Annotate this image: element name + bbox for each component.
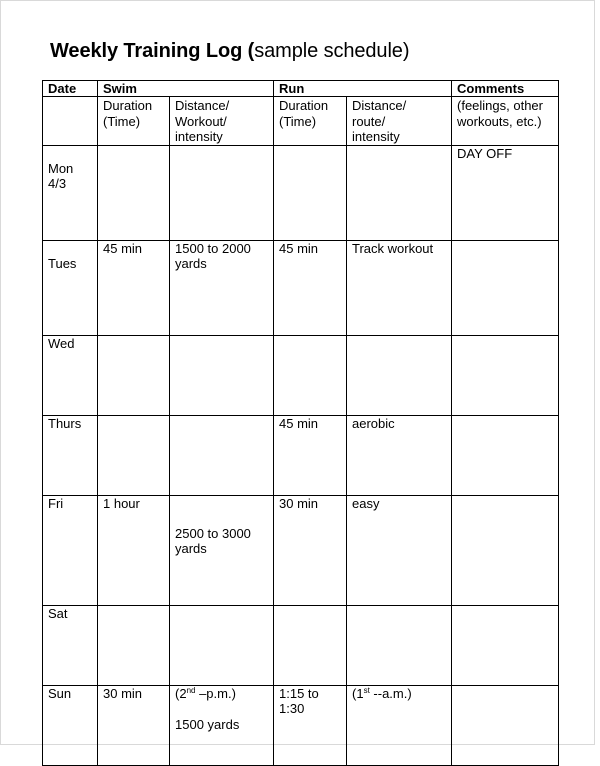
swim-distance-cell[interactable]: (2nd –p.m.) 1500 yards (170, 685, 274, 765)
swim-duration-cell[interactable] (98, 145, 170, 240)
table-row-wed (43, 335, 559, 415)
subheader-comments: (feelings, other workouts, etc.) (452, 97, 559, 146)
comments-cell[interactable] (452, 495, 559, 605)
run-distance-cell[interactable] (347, 605, 452, 685)
subheader-date-empty (43, 97, 98, 146)
comments-cell[interactable]: DAY OFF (452, 145, 559, 240)
run-distance-cell[interactable]: aerobic (347, 415, 452, 495)
swim-duration-cell[interactable] (98, 605, 170, 685)
swim-distance-cell[interactable]: 2500 to 3000 yards (170, 495, 274, 605)
day-cell: Thurs (43, 415, 98, 495)
group-header-row (43, 81, 559, 97)
title-main: Weekly Training Log ( (50, 40, 255, 62)
comments-cell[interactable] (452, 240, 559, 335)
swim-duration-cell[interactable] (98, 415, 170, 495)
swim-duration-cell[interactable]: 30 min (98, 685, 170, 765)
table-row-sun (43, 685, 559, 765)
header-run: Run (274, 81, 452, 97)
run-duration-cell[interactable]: 45 min (274, 240, 347, 335)
run-duration-cell[interactable]: 30 min (274, 495, 347, 605)
title-subtitle: sample schedule) (254, 40, 410, 62)
run-duration-cell[interactable]: 45 min (274, 415, 347, 495)
swim-distance-cell[interactable] (170, 605, 274, 685)
swim-duration-cell[interactable] (98, 335, 170, 415)
table-row-thurs (43, 415, 559, 495)
run-distance-cell[interactable] (347, 145, 452, 240)
swim-distance-cell[interactable] (170, 145, 274, 240)
header-swim: Swim (98, 81, 274, 97)
day-cell: Sat (43, 605, 98, 685)
header-comments: Comments (452, 81, 559, 97)
day-cell: Tues (43, 240, 98, 335)
run-distance-cell[interactable]: easy (347, 495, 452, 605)
run-duration-cell[interactable] (274, 145, 347, 240)
day-cell: Fri (43, 495, 98, 605)
run-duration-cell[interactable]: 1:15 to 1:30 (274, 685, 347, 765)
comments-cell[interactable] (452, 685, 559, 765)
swim-distance-cell[interactable]: 1500 to 2000 yards (170, 240, 274, 335)
swim-distance-cell[interactable] (170, 335, 274, 415)
run-duration-cell[interactable] (274, 335, 347, 415)
day-cell: Mon 4/3 (43, 145, 98, 240)
run-duration-cell[interactable] (274, 605, 347, 685)
header-date: Date (43, 81, 98, 97)
subheader-run-duration: Duration (Time) (274, 97, 347, 146)
comments-cell[interactable] (452, 415, 559, 495)
swim-distance-cell[interactable] (170, 415, 274, 495)
run-distance-cell[interactable]: Track workout (347, 240, 452, 335)
day-cell: Sun (43, 685, 98, 765)
comments-cell[interactable] (452, 335, 559, 415)
comments-cell[interactable] (452, 605, 559, 685)
run-distance-cell[interactable] (347, 335, 452, 415)
subheader-swim-distance: Distance/ Workout/ intensity (170, 97, 274, 146)
subheader-run-distance: Distance/ route/ intensity (347, 97, 452, 146)
swim-duration-cell[interactable]: 45 min (98, 240, 170, 335)
run-distance-cell[interactable]: (1st --a.m.) (347, 685, 452, 765)
page-title (50, 38, 409, 64)
table-row-sat (43, 605, 559, 685)
table-row-tues (43, 240, 559, 335)
day-cell: Wed (43, 335, 98, 415)
training-log-table (42, 80, 559, 766)
subheader-swim-duration: Duration (Time) (98, 97, 170, 146)
swim-duration-cell[interactable]: 1 hour (98, 495, 170, 605)
table-row-mon (43, 145, 559, 240)
sub-header-row (43, 97, 559, 146)
table-row-fri (43, 495, 559, 605)
